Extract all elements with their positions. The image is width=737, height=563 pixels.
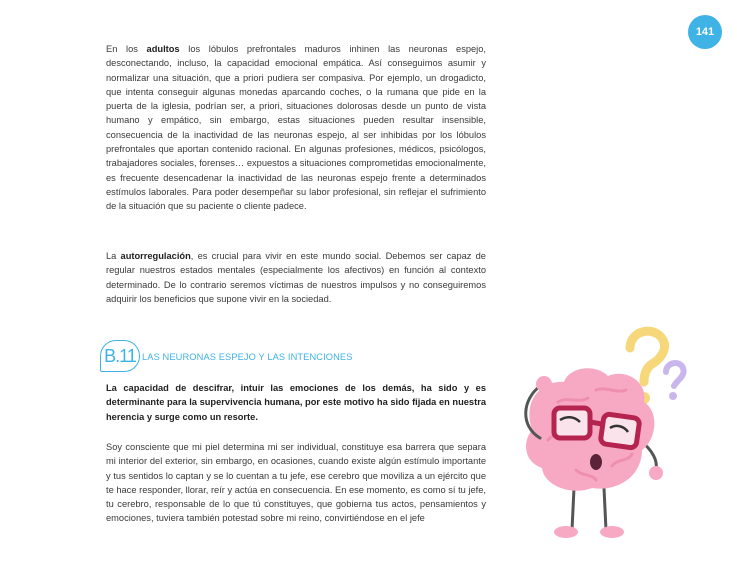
brain-legs [554, 488, 624, 538]
section-number-badge: B.11 [100, 340, 140, 372]
paragraph-bold-term: autorregulación [120, 251, 191, 261]
page-number: 141 [688, 15, 722, 49]
lead-paragraph [106, 381, 486, 424]
paragraph-text [106, 42, 486, 214]
paragraph-text [106, 249, 486, 306]
question-mark-purple-icon [666, 363, 684, 400]
paragraph-text: Soy consciente que mi piel determina mi ser individual, constituye esa barrera que separa mi interior del exterior, sin embargo, en ocasiones, cuando existe algún estímulo importante y tus sentidos lo captan y se lo cuentan a tu jefe, ese cerebro que moviliza a un ejército que te hace responder, llorar, reír y actúa en consecuencia. En ese momento, es como sí tu jefe, tu cerebro, responsable de lo que tú constituyes, que gobierna tus actos, pensamientos y emociones, tuviera también potestad sobre mi reino, convirtiéndose en el jefe [106, 442, 486, 524]
lead-paragraph-text: La capacidad de descifrar, intuir las emociones de los demás, ha sido y es determinante para la supervivencia humana, por este motivo ha sido fijada en nuestra herencia y surge como un resorte. [106, 383, 486, 422]
paragraph-bold-term: adultos [146, 44, 180, 54]
paragraph-autorregulacion [106, 249, 486, 306]
paragraph-piel [106, 440, 486, 526]
paragraph-body: , es crucial para vivir en este mundo social. Debemos ser capaz de regular nuestros estados mentales (especialmente los afectivos) en función al contexto determinado. De lo contrario seremos víctimas de nuestros impulsos y no conseguiremos adquirir los beneficios que supone vivir en la sociedad. [106, 251, 486, 304]
paragraph-lead: En los [106, 44, 147, 54]
mouth [590, 454, 602, 470]
brain-illustration-svg [492, 320, 707, 545]
paragraph-body: los lóbulos prefrontales maduros inhinen las neuronas espejo, desconectando, incluso, la capacidad emocional empática. Así conseguimos asumir y normalizar una situación, que a priori pudiera ser compasiva. Por ejemplo, un drogadicto, que intenta conseguir algunas monedas aparcando coches, o la rumana que pide en la puerta de la iglesia, podrían ser, a priori, situaciones dolorosas desde un punto de vista humano y empático, sin embargo, estas situaciones pueden resultar insensible, consecuencia de la inactividad de las neuronas espejo, al ser inhibidas por los lóbulos prefrontales que aportan contenido racional. En algunas profesiones, médicos, psicólogos, trabajadores sociales, forenses… expuestos a situaciones comprometidas emocionalmente, es frecuente desencadenar la inactividad de las neuronas espejo frente a determinados estímulos laborales. Para poder desempeñar su labor profesional, sin reflejar el sufrimiento de la situación que su paciente o cliente padece. [106, 44, 486, 212]
paragraph-lead: La [106, 251, 121, 261]
section-title: LAS NEURONAS ESPEJO Y LAS INTENCIONES [142, 352, 353, 362]
section-heading [106, 340, 486, 376]
confused-brain-icon [492, 320, 707, 545]
paragraph-adultos [106, 42, 486, 214]
